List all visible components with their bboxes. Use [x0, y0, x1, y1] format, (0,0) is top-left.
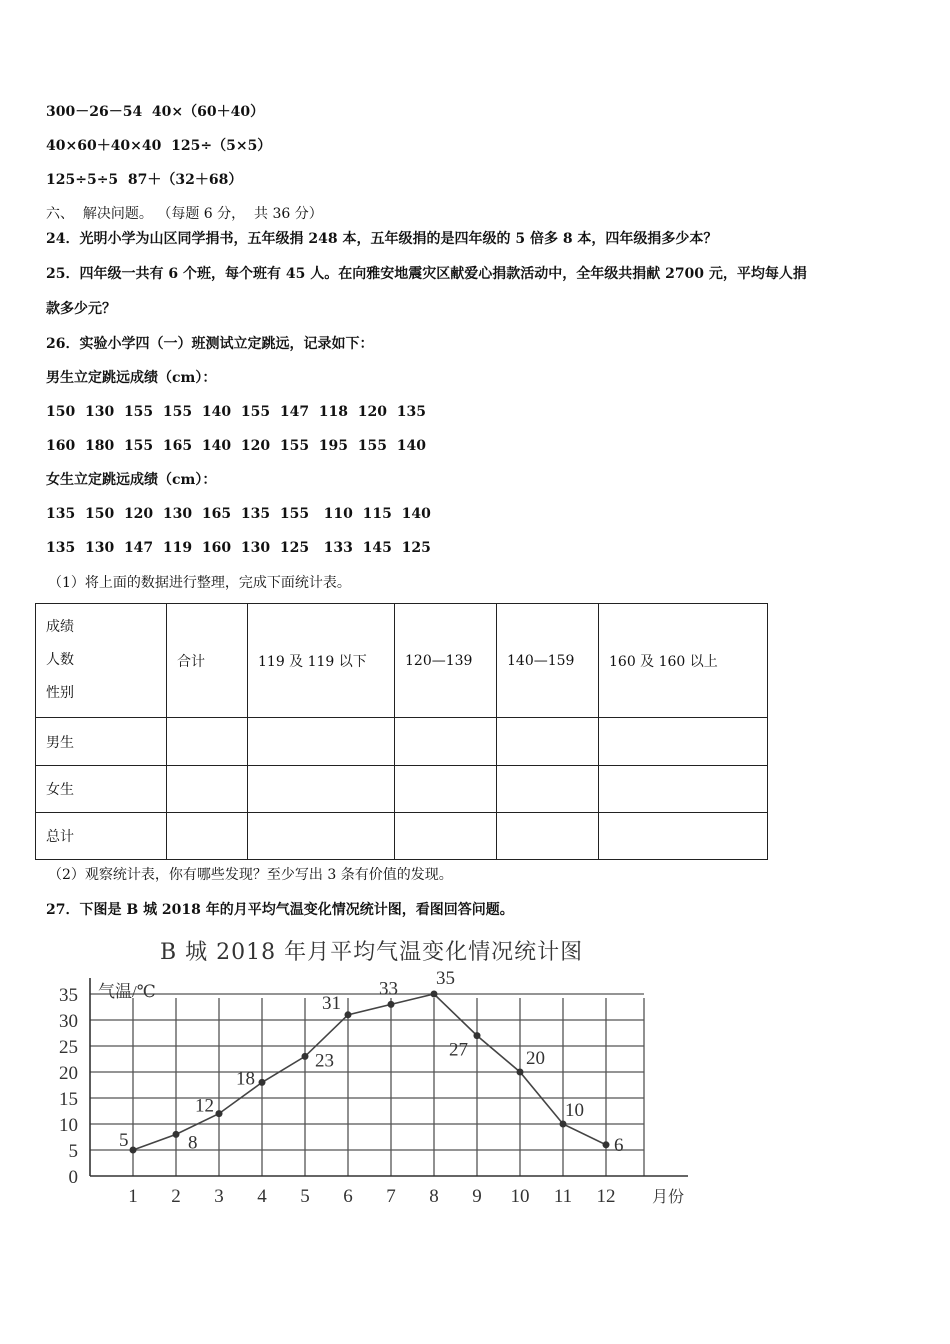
table-cell[interactable] — [248, 766, 395, 813]
question-25-line-2: 款多少元？ — [46, 301, 116, 317]
row-label-boys: 男生 — [36, 718, 167, 766]
data-point — [302, 1053, 309, 1060]
col-header-140-159: 140—159 — [497, 604, 599, 718]
x-tick-label: 9 — [472, 1186, 482, 1207]
section-6-heading: 六、 解决问题。 （每题 6 分， 共 36 分） — [46, 206, 323, 222]
col-header-total: 合计 — [167, 604, 248, 718]
table-cell[interactable] — [497, 718, 599, 766]
table-cell[interactable] — [248, 718, 395, 766]
data-label: 33 — [379, 978, 398, 1000]
boys-scores-row-2: 160 180 155 165 140 120 155 195 155 140 — [46, 438, 426, 454]
data-label: 8 — [188, 1132, 198, 1154]
header-diagonal-cell — [36, 604, 167, 718]
x-tick-label: 5 — [300, 1186, 310, 1207]
question-26-part-2: （2）观察统计表，你有哪些发现？至少写出 3 条有价值的发现。 — [48, 867, 453, 883]
data-point — [388, 1001, 395, 1008]
data-point — [345, 1011, 352, 1018]
table-cell[interactable] — [599, 813, 768, 860]
table-cell[interactable] — [497, 813, 599, 860]
table-cell[interactable] — [167, 813, 248, 860]
data-point — [474, 1032, 481, 1039]
x-tick-label: 1 — [128, 1186, 138, 1207]
table-cell[interactable] — [497, 766, 599, 813]
table-cell[interactable] — [167, 766, 248, 813]
col-header-119-below: 119 及 119 以下 — [248, 604, 395, 718]
x-tick-label: 12 — [596, 1186, 616, 1207]
calc-line-2: 40×60＋40×40 125÷（5×5） — [46, 138, 272, 154]
col-header-120-139: 120—139 — [395, 604, 497, 718]
table-row — [36, 766, 768, 813]
boys-scores-row-1: 150 130 155 155 140 155 147 118 120 135 — [46, 404, 426, 420]
y-tick-label: 5 — [68, 1141, 78, 1162]
data-label: 20 — [526, 1048, 545, 1069]
y-tick-label: 20 — [59, 1063, 78, 1084]
data-point — [173, 1131, 180, 1138]
table-cell[interactable] — [167, 718, 248, 766]
data-point — [216, 1110, 223, 1117]
x-tick-label: 2 — [171, 1186, 181, 1207]
girls-scores-row-1: 135 150 120 130 165 135 155 110 115 140 — [46, 506, 431, 522]
data-point — [603, 1141, 610, 1148]
data-label: 12 — [195, 1095, 214, 1117]
data-label: 27 — [449, 1039, 468, 1061]
data-point — [130, 1147, 137, 1154]
row-label-total: 总计 — [36, 813, 167, 860]
data-label: 23 — [315, 1050, 334, 1072]
y-tick-label: 30 — [59, 1011, 78, 1032]
data-label: 6 — [614, 1134, 624, 1156]
table-cell[interactable] — [599, 766, 768, 813]
data-point — [431, 991, 438, 998]
data-label: 10 — [565, 1100, 584, 1121]
x-tick-label: 7 — [386, 1186, 396, 1207]
x-axis-label: 月份 — [652, 1189, 685, 1206]
header-label-count: 人数 — [46, 652, 74, 668]
question-25-line-1: 25．四年级一共有 6 个班，每个班有 45 人。在向雅安地震灾区献爱心捐款活动中，全年级共捐献 2700 元，平均每人捐 — [46, 266, 807, 282]
question-24: 24．光明小学为山区同学捐书，五年级捐 248 本，五年级捐的是四年级的 5 倍多 8 本，四年级捐多少本？ — [46, 231, 718, 247]
data-point — [259, 1079, 266, 1086]
header-label-gender: 性别 — [46, 685, 74, 701]
girls-scores-row-2: 135 130 147 119 160 130 125 133 145 125 — [46, 540, 431, 556]
y-tick-label: 0 — [68, 1167, 78, 1188]
y-tick-label: 15 — [59, 1089, 78, 1110]
temperature-line-chart — [50, 970, 710, 1220]
chart-title: B 城 2018 年月平均气温变化情况统计图 — [160, 940, 584, 965]
x-tick-label: 4 — [257, 1186, 267, 1207]
table-cell[interactable] — [599, 718, 768, 766]
header-label-score: 成绩 — [46, 619, 74, 635]
question-27: 27．下图是 B 城 2018 年的月平均气温变化情况统计图，看图回答问题。 — [46, 902, 514, 918]
question-26: 26．实验小学四（一）班测试立定跳远，记录如下： — [46, 336, 374, 352]
data-label: 5 — [119, 1130, 129, 1151]
table-cell[interactable] — [395, 766, 497, 813]
row-label-girls: 女生 — [36, 766, 167, 813]
x-tick-label: 8 — [429, 1186, 439, 1207]
y-tick-label: 10 — [59, 1115, 78, 1136]
statistics-table — [35, 603, 768, 860]
data-point — [517, 1069, 524, 1076]
table-row — [36, 813, 768, 860]
x-tick-label: 10 — [510, 1186, 530, 1207]
data-label: 18 — [236, 1068, 255, 1090]
table-cell[interactable] — [395, 813, 497, 860]
girls-label: 女生立定跳远成绩（cm）： — [46, 472, 217, 488]
data-point — [560, 1121, 567, 1128]
x-tick-label: 11 — [553, 1186, 573, 1207]
data-label: 31 — [322, 992, 341, 1014]
y-tick-label: 25 — [59, 1037, 78, 1058]
data-label: 35 — [436, 970, 455, 989]
table-cell[interactable] — [395, 718, 497, 766]
y-axis-label: 气温/℃ — [98, 982, 156, 1001]
question-26-part-1: （1）将上面的数据进行整理，完成下面统计表。 — [48, 575, 351, 591]
y-tick-label: 35 — [59, 985, 78, 1006]
x-tick-label: 6 — [343, 1186, 353, 1207]
table-row — [36, 718, 768, 766]
calc-line-3: 125÷5÷5 87＋（32＋68） — [46, 172, 243, 188]
x-tick-label: 3 — [214, 1186, 224, 1207]
table-cell[interactable] — [248, 813, 395, 860]
col-header-160-above: 160 及 160 以上 — [599, 604, 768, 718]
calc-line-1: 300－26－54 40×（60＋40） — [46, 104, 265, 120]
boys-label: 男生立定跳远成绩（cm）： — [46, 370, 217, 386]
